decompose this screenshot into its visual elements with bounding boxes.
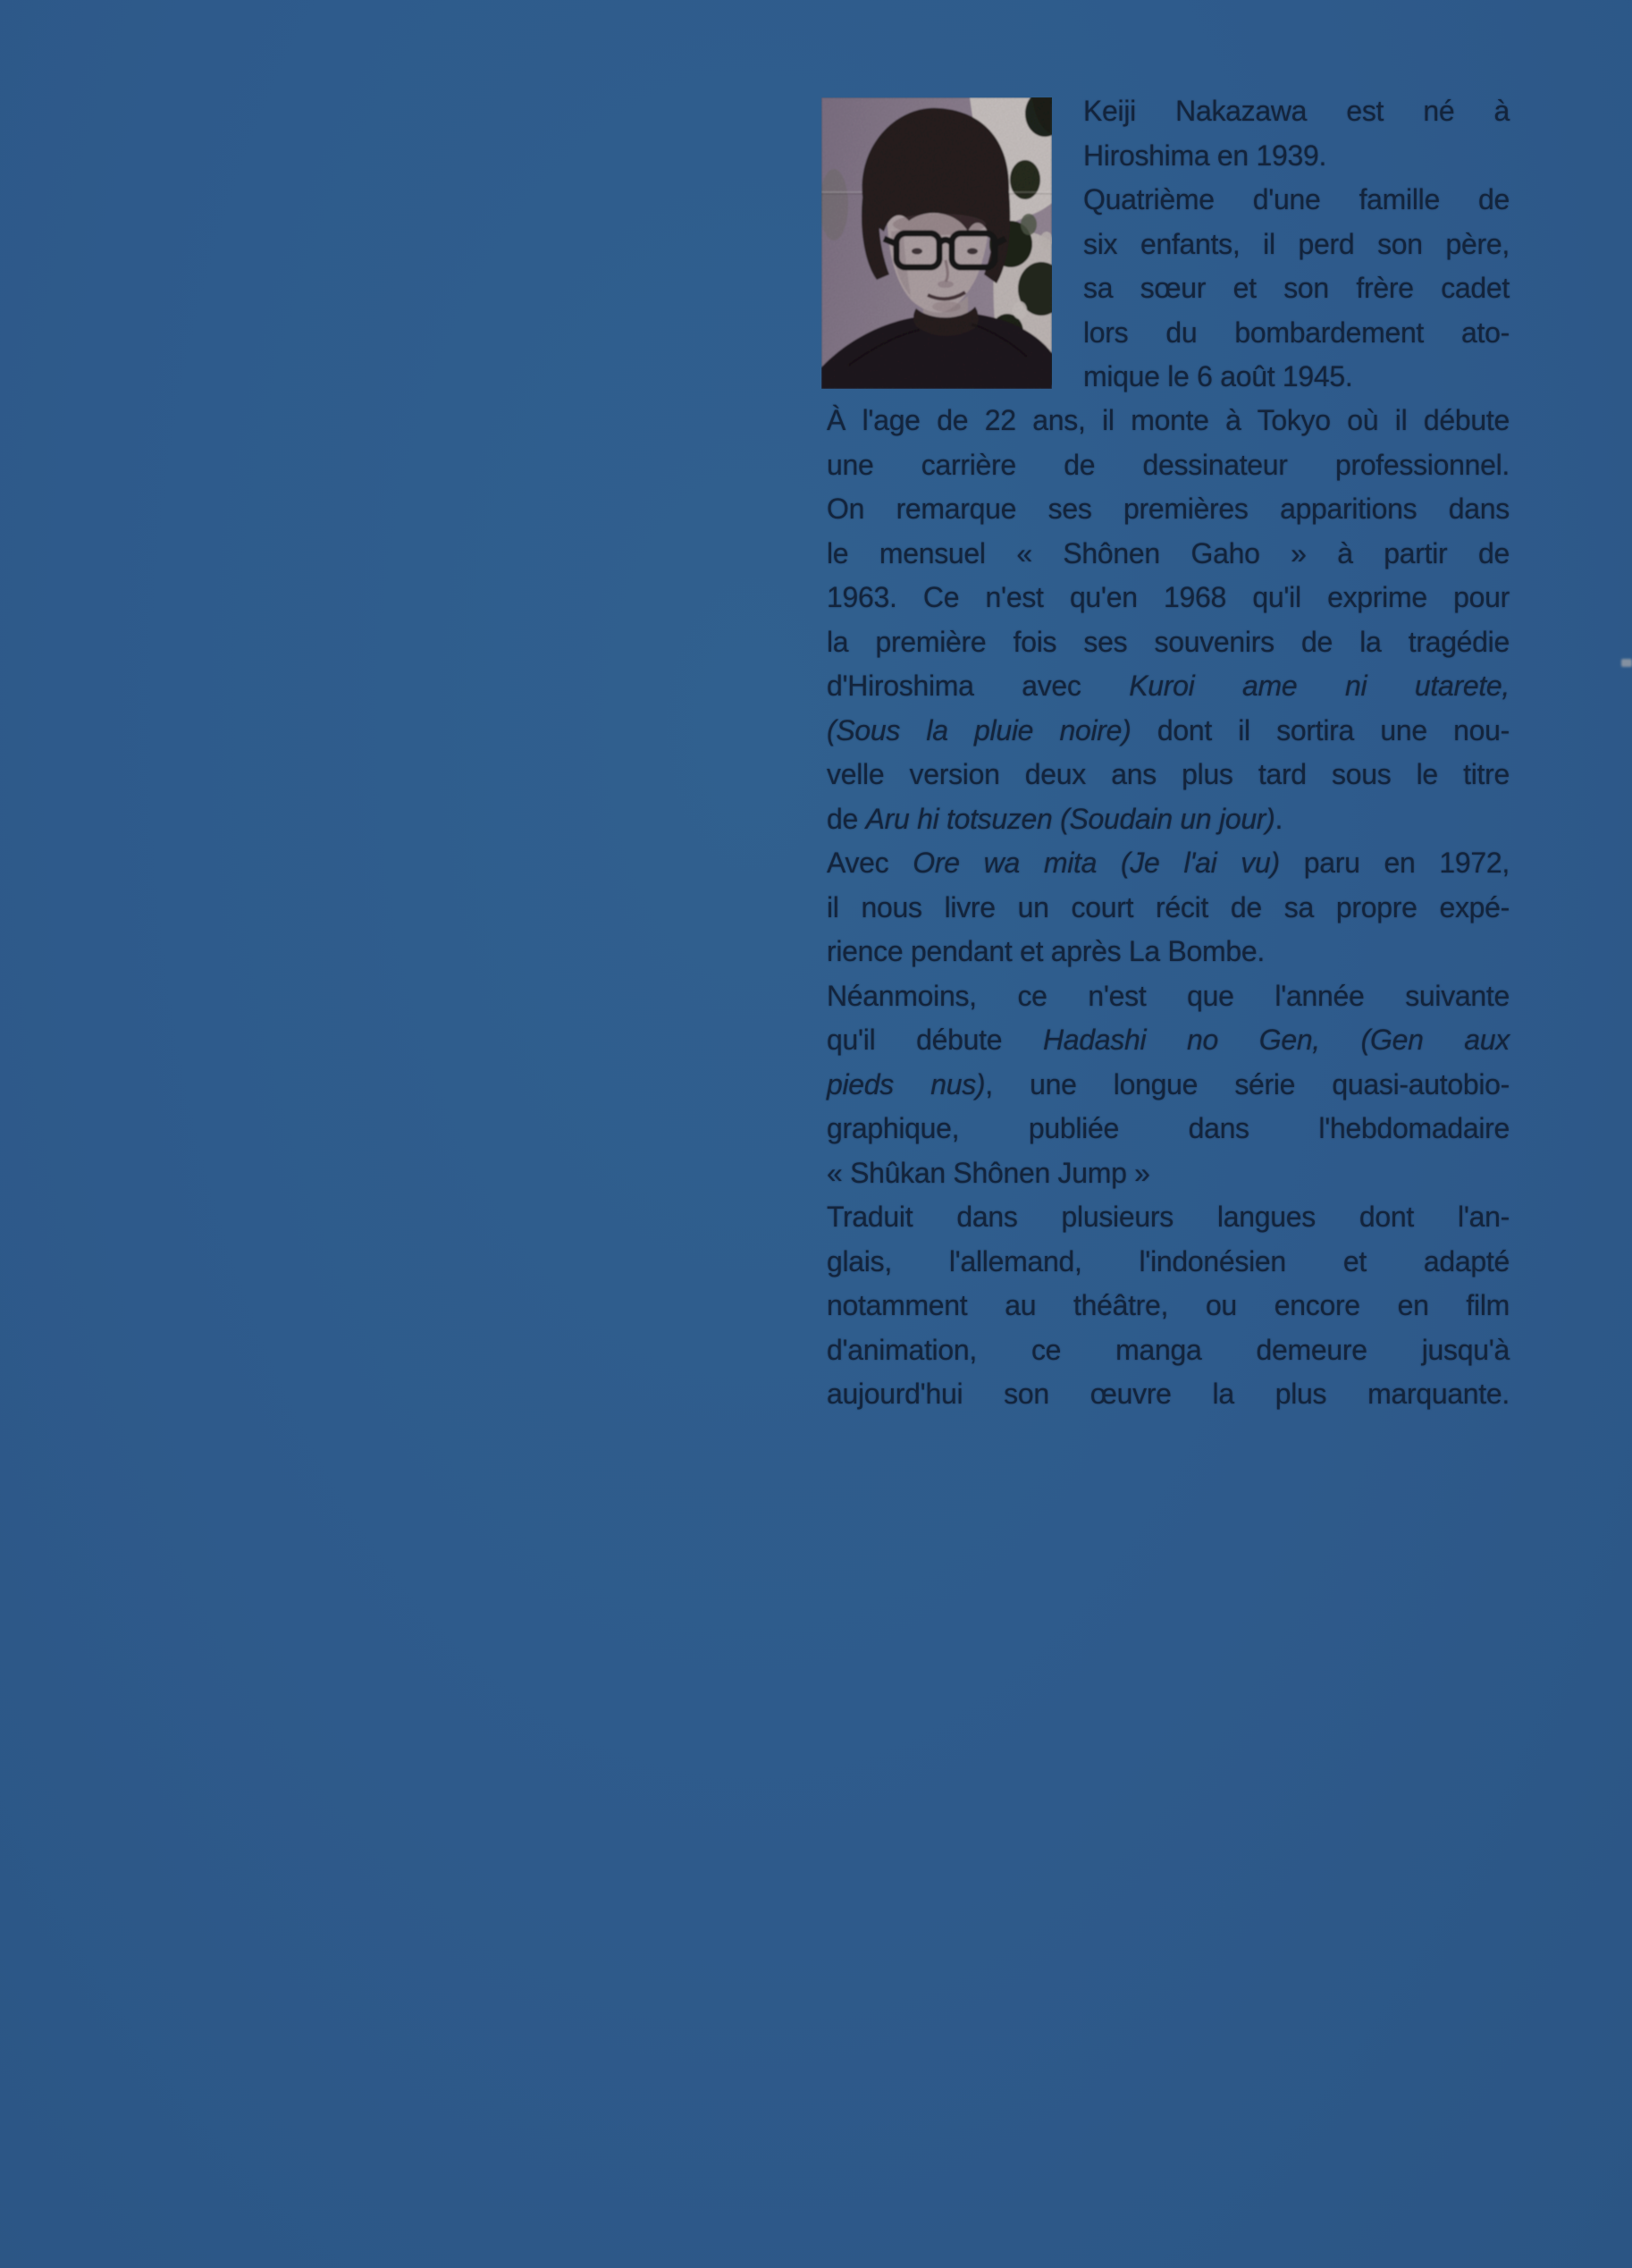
bio-line [827, 1151, 1510, 1196]
bio-text-segment: À l'age de 22 ans, il monte à Tokyo où il débute [827, 404, 1510, 436]
bio-text-block-narrow [1083, 89, 1510, 400]
bio-text-segment: notamment au théâtre, ou encore en film [827, 1289, 1510, 1321]
bio-text-segment: On remarque ses premières apparitions dans [827, 493, 1510, 525]
bio-text-segment: Néanmoins, ce n'est que l'année suivante [827, 979, 1510, 1012]
bio-line [827, 1328, 1510, 1373]
bio-line [1083, 178, 1510, 223]
portrait-photo-illustration [821, 97, 1052, 389]
bio-text-segment: Quatrième d'une famille de [1083, 183, 1510, 215]
bio-line [827, 1107, 1510, 1151]
portrait-photo [821, 97, 1052, 389]
bio-line [827, 532, 1510, 577]
bio-line [1083, 223, 1510, 267]
bio-text-segment: une carrière de dessinateur professionnel. [827, 448, 1510, 481]
bio-text-segment: rience pendant et après La Bombe. [827, 935, 1265, 967]
bio-line [827, 620, 1510, 665]
bio-line [827, 841, 1510, 886]
bio-line [827, 443, 1510, 488]
bio-text-segment: velle version deux ans plus tard sous le titre [827, 758, 1510, 790]
bio-text-segment: Ore wa mita (Je l'ai vu) [913, 847, 1280, 879]
bio-text-segment: dont il sortira une nou- [1131, 713, 1510, 746]
bio-text-segment: Kuroi ame ni utarete, [1129, 670, 1510, 702]
bio-text-segment: (Sous la pluie noire) [827, 713, 1131, 746]
bio-line [1083, 89, 1510, 134]
bio-text-segment: . [1274, 802, 1283, 835]
bio-text-segment: Traduit dans plusieurs langues dont l'an- [827, 1201, 1510, 1233]
bio-text-segment: graphique, publiée dans l'hebdomadaire [827, 1112, 1510, 1144]
bio-text-segment: d'animation, ce manga demeure jusqu'à [827, 1333, 1510, 1366]
bio-text-block-wide [827, 399, 1510, 1417]
bio-text-segment: « Shûkan Shônen Jump » [827, 1156, 1150, 1189]
bio-text-segment: Keiji Nakazawa est né à [1083, 95, 1510, 127]
bio-text-segment: paru en 1972, [1279, 847, 1510, 879]
scan-artifact-mark [1621, 659, 1632, 667]
bio-line [1083, 134, 1510, 179]
bio-line [1083, 311, 1510, 356]
bio-text-segment: pieds nus) [827, 1067, 986, 1100]
bio-text-segment: qu'il débute [827, 1024, 1043, 1056]
bio-line [827, 1018, 1510, 1063]
bio-line [827, 1372, 1510, 1417]
bio-text-segment: 1963. Ce n'est qu'en 1968 qu'il exprime pour [827, 581, 1510, 613]
bio-text-segment: Hadashi no Gen, (Gen aux [1042, 1024, 1510, 1056]
bio-line [827, 1284, 1510, 1328]
bio-line [827, 576, 1510, 620]
bio-line [827, 399, 1510, 443]
bio-text-segment: sa sœur et son frère cadet [1083, 272, 1510, 304]
bio-text-segment: la première fois ses souvenirs de la tragédie [827, 625, 1510, 658]
bio-line [827, 797, 1510, 842]
bio-line [827, 1063, 1510, 1108]
bio-line [827, 1195, 1510, 1240]
bio-text-segment: de [827, 802, 866, 835]
bio-line [827, 974, 1510, 1019]
bio-text-segment: Hiroshima en 1939. [1083, 139, 1327, 172]
bio-line [1083, 266, 1510, 311]
bio-text-segment: , une longue série quasi-autobio- [985, 1067, 1510, 1100]
bio-text-segment: le mensuel « Shônen Gaho » à partir de [827, 536, 1510, 569]
bio-text-segment: mique le 6 août 1945. [1083, 360, 1353, 392]
bio-text-segment: lors du bombardement ato- [1083, 316, 1510, 349]
bio-line [827, 886, 1510, 931]
bio-text-segment: six enfants, il perd son père, [1083, 227, 1510, 260]
bio-text-segment: d'Hiroshima avec [827, 670, 1130, 702]
bio-line [827, 709, 1510, 754]
bio-line [827, 930, 1510, 974]
bio-text-segment: Aru hi totsuzen (Soudain un jour) [865, 802, 1275, 835]
bio-text-segment: il nous livre un court récit de sa propre expé- [827, 890, 1510, 923]
bio-line [827, 1240, 1510, 1285]
bio-text-segment: glais, l'allemand, l'indonésien et adapté [827, 1244, 1510, 1277]
bio-text-segment: Avec [827, 847, 913, 879]
bio-line [827, 487, 1510, 532]
bio-line [827, 753, 1510, 797]
bio-line [1083, 355, 1510, 400]
bio-line [827, 664, 1510, 709]
bio-text-segment: aujourd'hui son œuvre la plus marquante. [827, 1378, 1510, 1410]
